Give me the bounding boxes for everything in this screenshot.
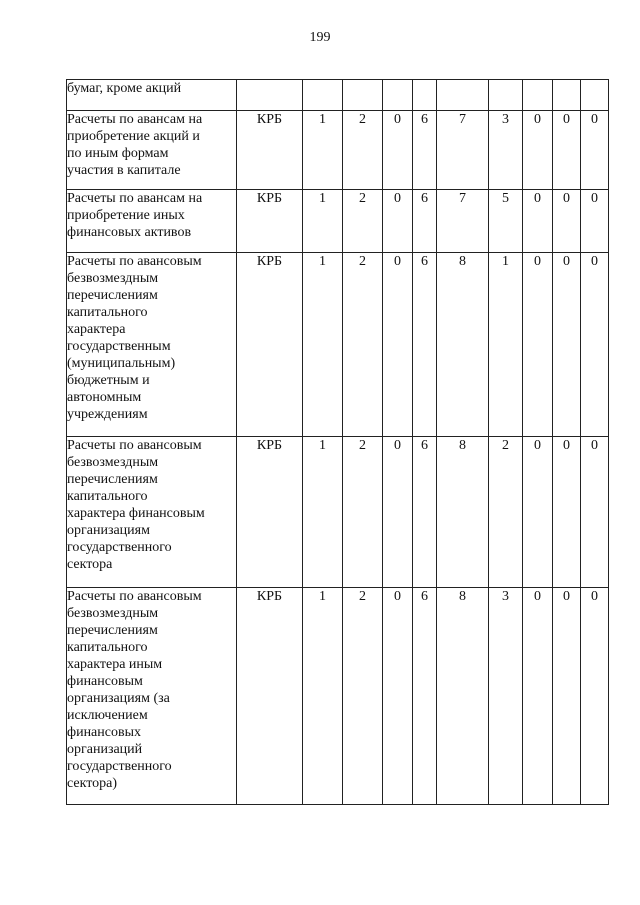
account-code: КРБ bbox=[237, 437, 303, 588]
account-digit-6: 3 bbox=[489, 588, 523, 805]
account-digit-3: 0 bbox=[383, 111, 413, 190]
account-digit-7: 0 bbox=[523, 588, 553, 805]
table-row bbox=[67, 437, 609, 588]
account-digit-3 bbox=[383, 80, 413, 111]
account-digit-4 bbox=[413, 80, 437, 111]
account-digit-4: 6 bbox=[413, 111, 437, 190]
account-digit-4: 6 bbox=[413, 437, 437, 588]
account-digit-8: 0 bbox=[553, 190, 581, 253]
account-digit-1: 1 bbox=[303, 588, 343, 805]
account-digit-3: 0 bbox=[383, 190, 413, 253]
account-digit-7 bbox=[523, 80, 553, 111]
account-digit-1: 1 bbox=[303, 253, 343, 437]
account-name: Расчеты по авансам на приобретение акций и по иным формам участия в капитале bbox=[67, 112, 203, 178]
account-digit-8: 0 bbox=[553, 588, 581, 805]
account-code: КРБ bbox=[237, 111, 303, 190]
account-digit-9: 0 bbox=[581, 588, 609, 805]
account-name-cell bbox=[67, 437, 237, 588]
account-digit-2 bbox=[343, 80, 383, 111]
account-digit-4: 6 bbox=[413, 253, 437, 437]
account-digit-5: 8 bbox=[437, 588, 489, 805]
account-digit-1: 1 bbox=[303, 190, 343, 253]
account-digit-9: 0 bbox=[581, 253, 609, 437]
accounts-table-body bbox=[67, 80, 609, 805]
account-name: Расчеты по авансовым безвозмездным перечислениям капитального характера иным финансовым организациям (за исключением финансовых организаций государственного сектора) bbox=[67, 589, 202, 791]
table-row bbox=[67, 253, 609, 437]
account-digit-5: 7 bbox=[437, 111, 489, 190]
account-digit-1: 1 bbox=[303, 111, 343, 190]
account-digit-2: 2 bbox=[343, 437, 383, 588]
account-digit-6: 1 bbox=[489, 253, 523, 437]
account-code: КРБ bbox=[237, 190, 303, 253]
account-code: КРБ bbox=[237, 588, 303, 805]
account-digit-7: 0 bbox=[523, 190, 553, 253]
account-digit-6: 3 bbox=[489, 111, 523, 190]
account-name: Расчеты по авансовым безвозмездным перечислениям капитального характера государственным (муниципальным) бюджетным и автономным учреждениям bbox=[67, 254, 202, 422]
account-name: Расчеты по авансовым безвозмездным перечислениям капитального характера финансовым организациям государственного сектора bbox=[67, 438, 205, 572]
account-name: бумаг, кроме акций bbox=[67, 81, 182, 96]
account-name-cell bbox=[67, 253, 237, 437]
account-name-cell bbox=[67, 80, 237, 111]
account-digit-5: 8 bbox=[437, 437, 489, 588]
account-digit-6: 2 bbox=[489, 437, 523, 588]
table-row bbox=[67, 80, 609, 111]
account-digit-4: 6 bbox=[413, 588, 437, 805]
account-digit-2: 2 bbox=[343, 190, 383, 253]
table-row bbox=[67, 190, 609, 253]
account-name: Расчеты по авансам на приобретение иных финансовых активов bbox=[67, 191, 203, 240]
account-digit-6: 5 bbox=[489, 190, 523, 253]
account-digit-2: 2 bbox=[343, 111, 383, 190]
page-number: 199 bbox=[309, 30, 331, 45]
account-name-cell bbox=[67, 111, 237, 190]
account-digit-4: 6 bbox=[413, 190, 437, 253]
account-digit-5: 7 bbox=[437, 190, 489, 253]
account-digit-8: 0 bbox=[553, 437, 581, 588]
table-row bbox=[67, 111, 609, 190]
account-code bbox=[237, 80, 303, 111]
account-digit-8: 0 bbox=[553, 253, 581, 437]
account-digit-6 bbox=[489, 80, 523, 111]
account-digit-9: 0 bbox=[581, 111, 609, 190]
account-digit-8 bbox=[553, 80, 581, 111]
table-row bbox=[67, 588, 609, 805]
account-digit-5: 8 bbox=[437, 253, 489, 437]
account-digit-9 bbox=[581, 80, 609, 111]
account-digit-7: 0 bbox=[523, 111, 553, 190]
account-digit-1: 1 bbox=[303, 437, 343, 588]
account-digit-9: 0 bbox=[581, 190, 609, 253]
account-digit-9: 0 bbox=[581, 437, 609, 588]
account-digit-3: 0 bbox=[383, 253, 413, 437]
account-digit-7: 0 bbox=[523, 253, 553, 437]
account-digit-8: 0 bbox=[553, 111, 581, 190]
account-digit-5 bbox=[437, 80, 489, 111]
account-digit-1 bbox=[303, 80, 343, 111]
account-digit-3: 0 bbox=[383, 588, 413, 805]
account-code: КРБ bbox=[237, 253, 303, 437]
account-digit-3: 0 bbox=[383, 437, 413, 588]
account-digit-2: 2 bbox=[343, 253, 383, 437]
accounts-table bbox=[66, 79, 609, 805]
account-name-cell bbox=[67, 588, 237, 805]
account-name-cell bbox=[67, 190, 237, 253]
account-digit-7: 0 bbox=[523, 437, 553, 588]
account-digit-2: 2 bbox=[343, 588, 383, 805]
